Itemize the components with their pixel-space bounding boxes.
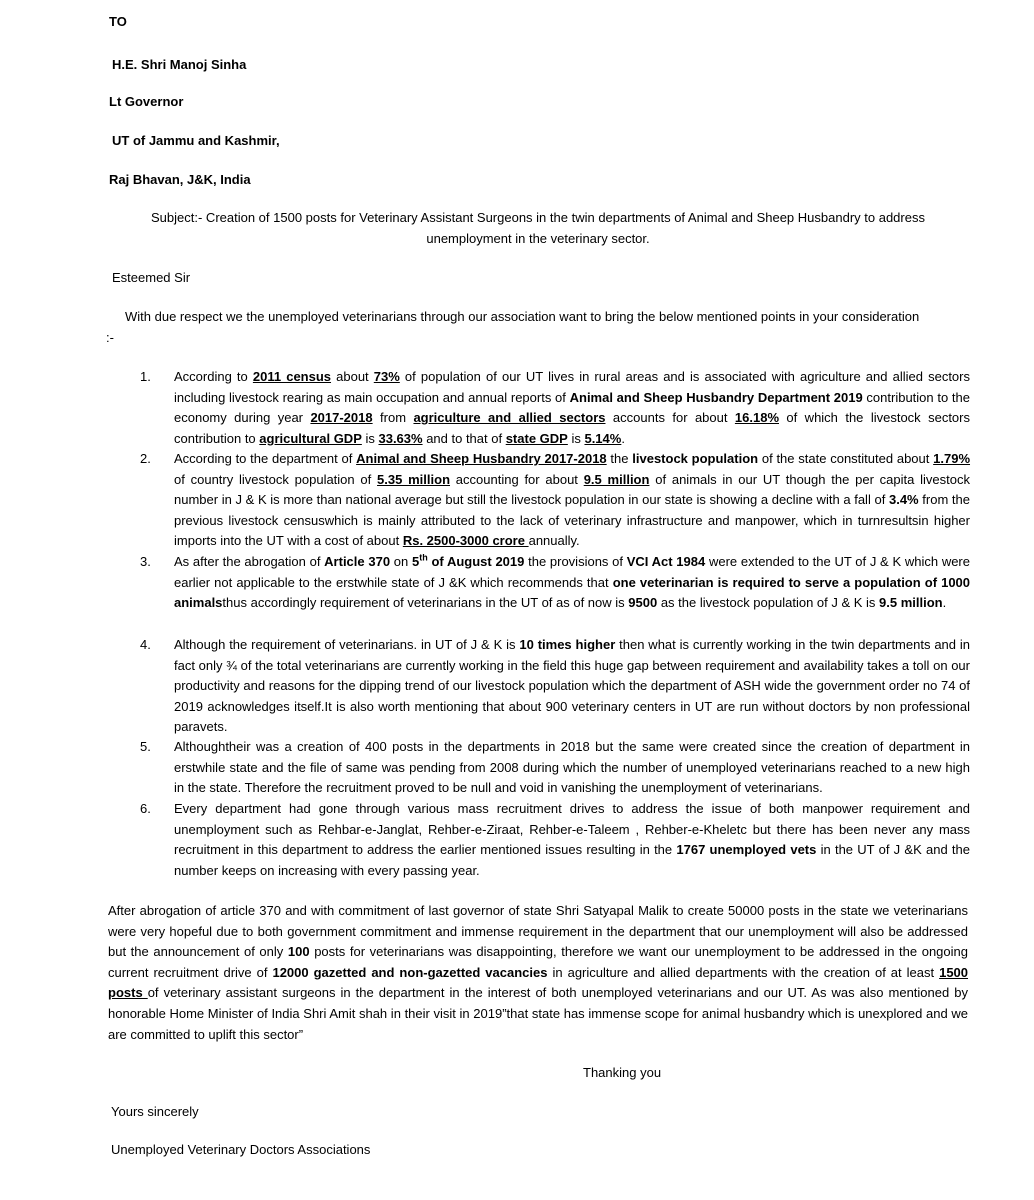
- list-item-5: [140, 737, 970, 799]
- intro-continuation: :-: [106, 330, 114, 345]
- list-item-3: [140, 552, 970, 614]
- list-item-4: [140, 635, 970, 738]
- item-text: According to the department of Animal and Sheep Husbandry 2017-2018 the livestock population of the state constituted about 1.79% of country livestock population of 5.35 million accounting for about 9.5 million of animals in our UT though the per capita livestock number in J & K is more than national average but still the livestock population in our state is showing a decline with a fall of 3.4% from the previous livestock censuswhich is mainly attributed to the lack of veterinary infrastructure and manpower, which in turnresultsin higher imports into the UT with a cost of about Rs. 2500-3000 crore annually.: [174, 451, 971, 549]
- item-text: Although the requirement of veterinarians. in UT of J & K is 10 times higher then what is currently working in the twin departments and in fact only ¾ of the total veterinarians are currently working in the field this huge gap between requirement and availability takes a toll on our productivity and reasons for the dipping trend of our livestock population which the department of ASH wide the government order no 74 of 2019 acknowledges itself.It is also worth mentioning that about 900 veterinary centers in UT are run without doctors by non professional paravets.: [174, 637, 971, 735]
- recipient-office: Raj Bhavan, J&K, India: [109, 172, 251, 187]
- item-text: Every department had gone through various mass recruitment drives to address the issue of both manpower requirement and unemployment such as Rehbar-e-Janglat, Rehber-e-Ziraat, Rehber-e-Taleem , Rehber-e-Kheletc but there has been never any mass recruitment in this department to address the earlier mentioned issues resulting in the 1767 unemployed vets in the UT of J &K and the number keeps on increasing with every passing year.: [174, 801, 970, 878]
- item-text: Althoughtheir was a creation of 400 posts in the departments in 2018 but the same were created since the creation of department in erstwhile state and the file of same was pending from 2008 during which the number of unemployed veterinarians reached to a new high in the state. Therefore the recruitment proved to be null and void in vanishing the unemployment of veterinarians.: [174, 739, 970, 796]
- sign-off: Yours sincerely: [111, 1104, 199, 1119]
- recipient-territory: UT of Jammu and Kashmir,: [112, 133, 280, 148]
- thanking-text: Thanking you: [583, 1065, 662, 1080]
- item-number: 3.: [140, 554, 151, 569]
- intro-line: With due respect we the unemployed veterinarians through our association want to bring the below mentioned points in your consideration: [125, 309, 920, 324]
- item-number: 5.: [140, 739, 151, 754]
- recipient-title: Lt Governor: [109, 94, 184, 109]
- letter-subject: Subject:- Creation of 1500 posts for Veterinary Assistant Surgeons in the twin departments of Animal and Sheep Husbandry to address unemployment in the veterinary sector.: [151, 210, 925, 246]
- item-number: 6.: [140, 801, 151, 816]
- item-number: 2.: [140, 451, 151, 466]
- list-item-6: [140, 799, 970, 881]
- list-item-2: [140, 449, 970, 552]
- item-number: 1.: [140, 369, 151, 384]
- recipient-to: TO: [109, 14, 127, 29]
- item-number: 4.: [140, 637, 151, 652]
- salutation: Esteemed Sir: [112, 270, 191, 285]
- item-text: According to 2011 census about 73% of population of our UT lives in rural areas and is associated with agriculture and allied sectors including livestock rearing as main occupation and annual reports of Animal and Sheep Husbandry Department 2019 contribution to the economy during year 2017-2018 from agriculture and allied sectors accounts for about 16.18% of which the livestock sectors contribution to agricultural GDP is 33.63% and to that of state GDP is 5.14%.: [174, 369, 970, 446]
- signature: Unemployed Veterinary Doctors Associations: [111, 1142, 371, 1157]
- closing-paragraph: After abrogation of article 370 and with commitment of last governor of state Shri Satyapal Malik to create 50000 posts in the state we veterinarians were very hopeful due to both government commitment and immense requirement in the department that our unemployment will also be addressed but the announcement of only 100 posts for veterinarians was disappointing, therefore we want our unemployment to be addressed in the ongoing current recruitment drive of 12000 gazetted and non-gazetted vacancies in agriculture and allied departments with the creation of at least 1500 posts of veterinary assistant surgeons in the department in the interest of both unemployed veterinarians and our UT. As was also mentioned by honorable Home Minister of India Shri Amit shah in their visit in 2019”that state has immense scope for animal husbandry which is unexplored and we are committed to uplift this sector”: [108, 903, 969, 1042]
- item-text: As after the abrogation of Article 370 on 5th of August 2019 the provisions of VCI Act 1984 were extended to the UT of J & K which were earlier not applicable to the erstwhile state of J &K which recommends that one veterinarian is required to serve a population of 1000 animalsthus accordingly requirement of veterinarians in the UT of as of now is 9500 as the livestock population of J & K is 9.5 million.: [174, 552, 971, 611]
- list-item-1: [140, 367, 970, 449]
- recipient-name: H.E. Shri Manoj Sinha: [112, 57, 247, 72]
